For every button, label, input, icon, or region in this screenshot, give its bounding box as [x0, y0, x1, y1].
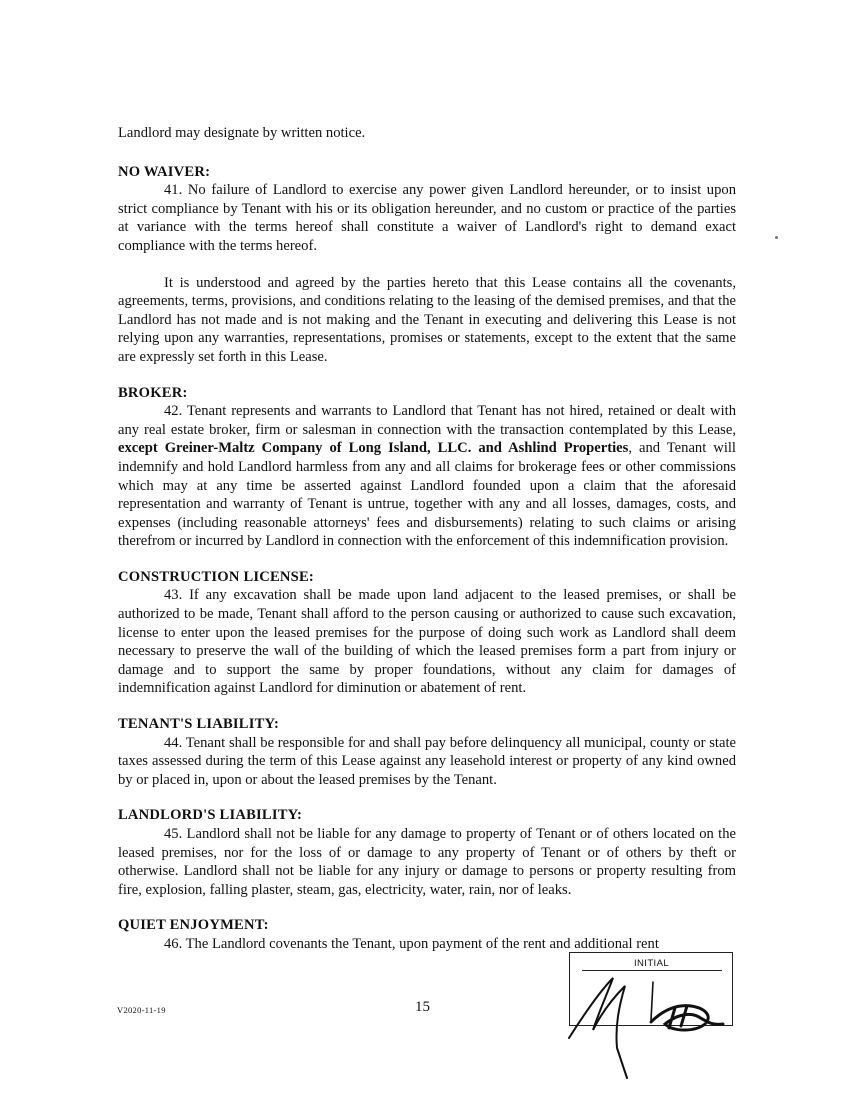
paragraph-41: 41. No failure of Landlord to exercise any power given Landlord hereunder, or to insist upon strict compliance by Tenant with his or its obligation hereunder, and no custom or practice of the parties at variance with the terms hereof shall constitute a waiver of Landlord's right to demand exact compliance with the terms hereof.: [118, 182, 736, 254]
paragraph-46: 46. The Landlord covenants the Tenant, upon payment of the rent and additional rent: [164, 935, 659, 952]
initials-stroke-vertical: [651, 982, 653, 1020]
paragraph-43: 43. If any excavation shall be made upon land adjacent to the leased premises, or shall be authorized to be made, Tenant shall afford to the person causing or authorized to cause such excavation, license to enter upon the leased premises for the purpose of doing such work as Landlord shall deem necessary to preserve the wall of the building of which the leased premises form a part from injury or damage and to support the same by proper foundations, without any claim for damages of indemnification against Landlord for diminution or abatement of rent.: [118, 587, 736, 697]
section-no-waiver: [118, 163, 736, 367]
initials-stroke-right: [651, 1006, 723, 1030]
page-number: 15: [415, 999, 430, 1015]
section-construction-license: [118, 568, 736, 698]
lead-text: Landlord may designate by written notice.: [118, 125, 366, 141]
paragraph-42-broker-exception: except Greiner-Maltz Company of Long Island, LLC. and Ashlind Properties: [118, 440, 629, 457]
lease-body: [118, 124, 736, 971]
section-broker: [118, 384, 736, 551]
section-landlords-liability: [118, 806, 736, 899]
paragraph-44: 44. Tenant shall be responsible for and shall pay before delinquency all municipal, county or state taxes assessed during the term of this Lease against any leasehold interest or property of any kind owned by or placed in, upon or about the leased premises by the Tenant.: [118, 734, 736, 788]
section-tenants-liability: [118, 715, 736, 789]
paragraph-45: 45. Landlord shall not be liable for any damage to property of Tenant or of others located on the leased premises, nor for the loss of or damage to any property of Tenant or of others by theft or otherwise. Landlord shall not be liable for any injury or damage to persons or property resulting from fire, explosion, falling plaster, steam, gas, electricity, water, rain, nor of leaks.: [118, 826, 736, 898]
section-quiet-enjoyment: [118, 916, 736, 953]
heading-no-waiver: NO WAIVER:: [118, 163, 211, 180]
handwritten-initials: [555, 960, 755, 1080]
scan-speck: [775, 236, 778, 239]
initial-label: INITIAL: [634, 958, 670, 969]
heading-tenants-liability: TENANT'S LIABILITY:: [118, 716, 280, 733]
paragraph-42: [118, 402, 736, 551]
paragraph-entire-agreement: It is understood and agreed by the parties hereto that this Lease contains all the covenants, agreements, terms, provisions, and conditions relating to the leasing of the demised premises, and that the Landlord has not made and is not making and the Tenant in executing and delivering this Lease is not relying upon any warranties, representations, promises or statements, except to the extent that the same are expressly set forth in this Lease.: [118, 274, 736, 365]
initials-stroke-left: [569, 978, 627, 1078]
heading-construction-license: CONSTRUCTION LICENSE:: [118, 568, 314, 585]
heading-landlords-liability: LANDLORD'S LIABILITY:: [118, 807, 303, 824]
heading-broker: BROKER:: [118, 384, 188, 401]
heading-quiet-enjoyment: QUIET ENJOYMENT:: [118, 917, 269, 934]
version-code: V2020-11-19: [117, 1005, 166, 1015]
paragraph-42-start: 42. Tenant represents and warrants to Landlord that Tenant has not hired, retained or dealt with any real estate broker, firm or salesman in connection with the transaction contemplated by this Lease,: [118, 403, 736, 438]
paragraph-42-end: , and Tenant will indemnify and hold Landlord harmless from any and all claims for brokerage fees or other commissions which may at any time be asserted against Landlord founded upon a claim that the aforesaid representation and warranty of Tenant is untrue, together with any and all losses, damages, costs, and expenses (including reasonable attorneys' fees and disbursements) relating to such claims or arising therefrom or incurred by Landlord in connection with the enforcement of this indemnification provision.: [118, 440, 736, 550]
